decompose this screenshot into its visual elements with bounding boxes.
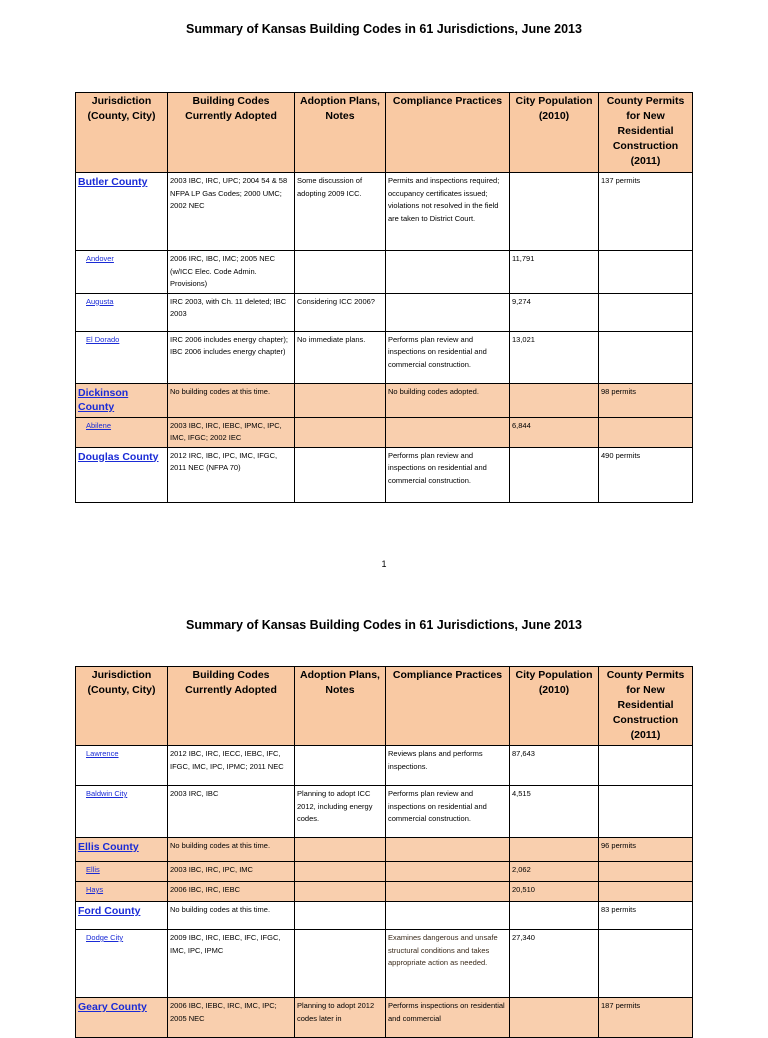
jurisdiction-link[interactable]: Baldwin City — [86, 789, 128, 798]
jurisdiction-link[interactable]: Dodge City — [86, 933, 124, 942]
population-cell: 87,643 — [510, 746, 599, 786]
population-cell — [510, 383, 599, 417]
jurisdiction-link[interactable]: Abilene — [86, 420, 112, 430]
population-cell: 20,510 — [510, 882, 599, 902]
compliance-cell — [386, 293, 510, 331]
codes-cell: 2003 IBC, IRC, UPC; 2004 54 & 58 NFPA LP Gas Codes; 2000 UMC; 2002 NEC — [168, 173, 295, 251]
permits-cell — [599, 293, 693, 331]
plans-cell — [295, 930, 386, 998]
permits-cell — [599, 882, 693, 902]
permits-cell: 98 permits — [599, 383, 693, 417]
compliance-cell: Performs plan review and inspections on residential and commercial construction. — [386, 786, 510, 838]
plans-cell — [295, 417, 386, 447]
population-cell — [510, 998, 599, 1038]
compliance-cell — [386, 251, 510, 294]
permits-cell: 96 permits — [599, 838, 693, 862]
population-cell — [510, 838, 599, 862]
permits-cell — [599, 746, 693, 786]
plans-cell — [295, 746, 386, 786]
plans-cell: Planning to adopt ICC 2012, including energy codes. — [295, 786, 386, 838]
table-row — [76, 902, 693, 930]
permits-cell: 137 permits — [599, 173, 693, 251]
codes-cell: 2006 IBC, IEBC, IRC, IMC, IPC; 2005 NEC — [168, 998, 295, 1038]
table-row — [76, 417, 693, 447]
compliance-cell — [386, 882, 510, 902]
table-header-row — [76, 667, 693, 746]
codes-cell: 2006 IRC, IBC, IMC; 2005 NEC (w/ICC Elec. Code Admin. Provisions) — [168, 251, 295, 294]
codes-cell: No building codes at this time. — [168, 383, 295, 417]
compliance-cell — [386, 902, 510, 930]
plans-cell — [295, 838, 386, 862]
plans-cell: Considering ICC 2006? — [295, 293, 386, 331]
codes-cell: IRC 2006 includes energy chapter); IBC 2006 includes energy chapter) — [168, 331, 295, 383]
population-cell: 9,274 — [510, 293, 599, 331]
header-compliance: Compliance Practices — [386, 667, 510, 746]
codes-cell: IRC 2003, with Ch. 11 deleted; IBC 2003 — [168, 293, 295, 331]
header-population: City Population (2010) — [510, 93, 599, 173]
table-row — [76, 998, 693, 1038]
codes-cell: No building codes at this time. — [168, 838, 295, 862]
population-cell: 6,844 — [510, 417, 599, 447]
plans-cell — [295, 383, 386, 417]
header-permits: County Permits for New Residential Construction (2011) — [599, 667, 693, 746]
permits-cell — [599, 862, 693, 882]
plans-cell — [295, 862, 386, 882]
compliance-cell: Permits and inspections required; occupancy certificates issued; violations not resolved in the field are taken to District Court. — [386, 173, 510, 251]
table-row — [76, 173, 693, 251]
jurisdiction-link[interactable]: Lawrence — [86, 749, 119, 758]
jurisdiction-link[interactable]: Ellis County — [78, 841, 139, 853]
permits-cell — [599, 930, 693, 998]
header-permits: County Permits for New Residential Construction (2011) — [599, 93, 693, 173]
table-row — [76, 447, 693, 502]
codes-cell: 2003 IBC, IRC, IPC, IMC — [168, 862, 295, 882]
permits-cell — [599, 417, 693, 447]
population-cell: 13,021 — [510, 331, 599, 383]
jurisdiction-link[interactable]: Butler County — [78, 176, 148, 188]
table-row — [76, 293, 693, 331]
compliance-cell — [386, 838, 510, 862]
table-row — [76, 930, 693, 998]
permits-cell — [599, 251, 693, 294]
header-plans: Adoption Plans, Notes — [295, 667, 386, 746]
population-cell — [510, 447, 599, 502]
codes-cell: 2012 IRC, IBC, IPC, IMC, IFGC, 2011 NEC (NFPA 70) — [168, 447, 295, 502]
compliance-cell: Reviews plans and performs inspections. — [386, 746, 510, 786]
population-cell: 2,062 — [510, 862, 599, 882]
jurisdiction-link[interactable]: Ellis — [86, 865, 100, 874]
permits-cell — [599, 331, 693, 383]
plans-cell — [295, 882, 386, 902]
page-title: Summary of Kansas Building Codes in 61 Jurisdictions, June 2013 — [186, 22, 582, 36]
table-row — [76, 383, 693, 417]
permits-cell: 83 permits — [599, 902, 693, 930]
jurisdiction-link[interactable]: Andover — [86, 254, 114, 263]
population-cell: 27,340 — [510, 930, 599, 998]
jurisdiction-link[interactable]: Augusta — [86, 296, 114, 306]
header-codes: Building Codes Currently Adopted — [168, 93, 295, 173]
plans-cell — [295, 902, 386, 930]
compliance-cell: Performs inspections on residential and commercial — [386, 998, 510, 1038]
compliance-cell: No building codes adopted. — [386, 383, 510, 417]
jurisdiction-link[interactable]: Dickinson County — [78, 386, 129, 413]
permits-cell — [599, 786, 693, 838]
population-cell — [510, 173, 599, 251]
compliance-cell: Performs plan review and inspections on residential and commercial construction. — [386, 331, 510, 383]
codes-cell: No building codes at this time. — [168, 902, 295, 930]
page-number: 1 — [381, 559, 387, 569]
compliance-cell: Performs plan review and inspections on residential and commercial construction. — [386, 447, 510, 502]
population-cell: 4,515 — [510, 786, 599, 838]
codes-cell: 2012 IBC, IRC, IECC, IEBC, IFC, IFGC, IMC, IPC, IPMC; 2011 NEC — [168, 746, 295, 786]
building-codes-table — [75, 92, 693, 503]
jurisdiction-link[interactable]: El Dorado — [86, 334, 120, 344]
table-row — [76, 331, 693, 383]
table-row — [76, 838, 693, 862]
plans-cell: Some discussion of adopting 2009 ICC. — [295, 173, 386, 251]
population-cell: 11,791 — [510, 251, 599, 294]
plans-cell — [295, 447, 386, 502]
table-header-row — [76, 93, 693, 173]
jurisdiction-link[interactable]: Hays — [86, 885, 104, 894]
plans-cell: Planning to adopt 2012 codes later in — [295, 998, 386, 1038]
table-row — [76, 786, 693, 838]
table-row — [76, 746, 693, 786]
header-compliance: Compliance Practices — [386, 93, 510, 173]
compliance-cell — [386, 862, 510, 882]
jurisdiction-link[interactable]: Douglas County — [78, 450, 159, 463]
jurisdiction-link[interactable]: Ford County — [78, 905, 141, 917]
plans-cell — [295, 251, 386, 294]
header-codes: Building Codes Currently Adopted — [168, 667, 295, 746]
header-plans: Adoption Plans, Notes — [295, 93, 386, 173]
permits-cell: 187 permits — [599, 998, 693, 1038]
codes-cell: 2006 IBC, IRC, IEBC — [168, 882, 295, 902]
compliance-cell — [386, 417, 510, 447]
header-jurisdiction: Jurisdiction (County, City) — [76, 667, 168, 746]
codes-cell: 2003 IRC, IBC — [168, 786, 295, 838]
codes-cell: 2009 IBC, IRC, IEBC, IFC, IFGC, IMC, IPC, IPMC — [168, 930, 295, 998]
header-population: City Population (2010) — [510, 667, 599, 746]
permits-cell: 490 permits — [599, 447, 693, 502]
population-cell — [510, 902, 599, 930]
codes-cell: 2003 IBC, IRC, IEBC, IPMC, IPC, IMC, IFGC; 2002 IEC — [168, 417, 295, 447]
table-row — [76, 251, 693, 294]
building-codes-table — [75, 666, 693, 1038]
jurisdiction-link[interactable]: Geary County — [78, 1001, 147, 1013]
table-row — [76, 882, 693, 902]
plans-cell: No immediate plans. — [295, 331, 386, 383]
page-title: Summary of Kansas Building Codes in 61 Jurisdictions, June 2013 — [186, 618, 582, 632]
compliance-cell: Examines dangerous and unsafe structural conditions and takes appropriate action as needed. — [386, 930, 510, 998]
header-jurisdiction: Jurisdiction (County, City) — [76, 93, 168, 173]
table-row — [76, 862, 693, 882]
